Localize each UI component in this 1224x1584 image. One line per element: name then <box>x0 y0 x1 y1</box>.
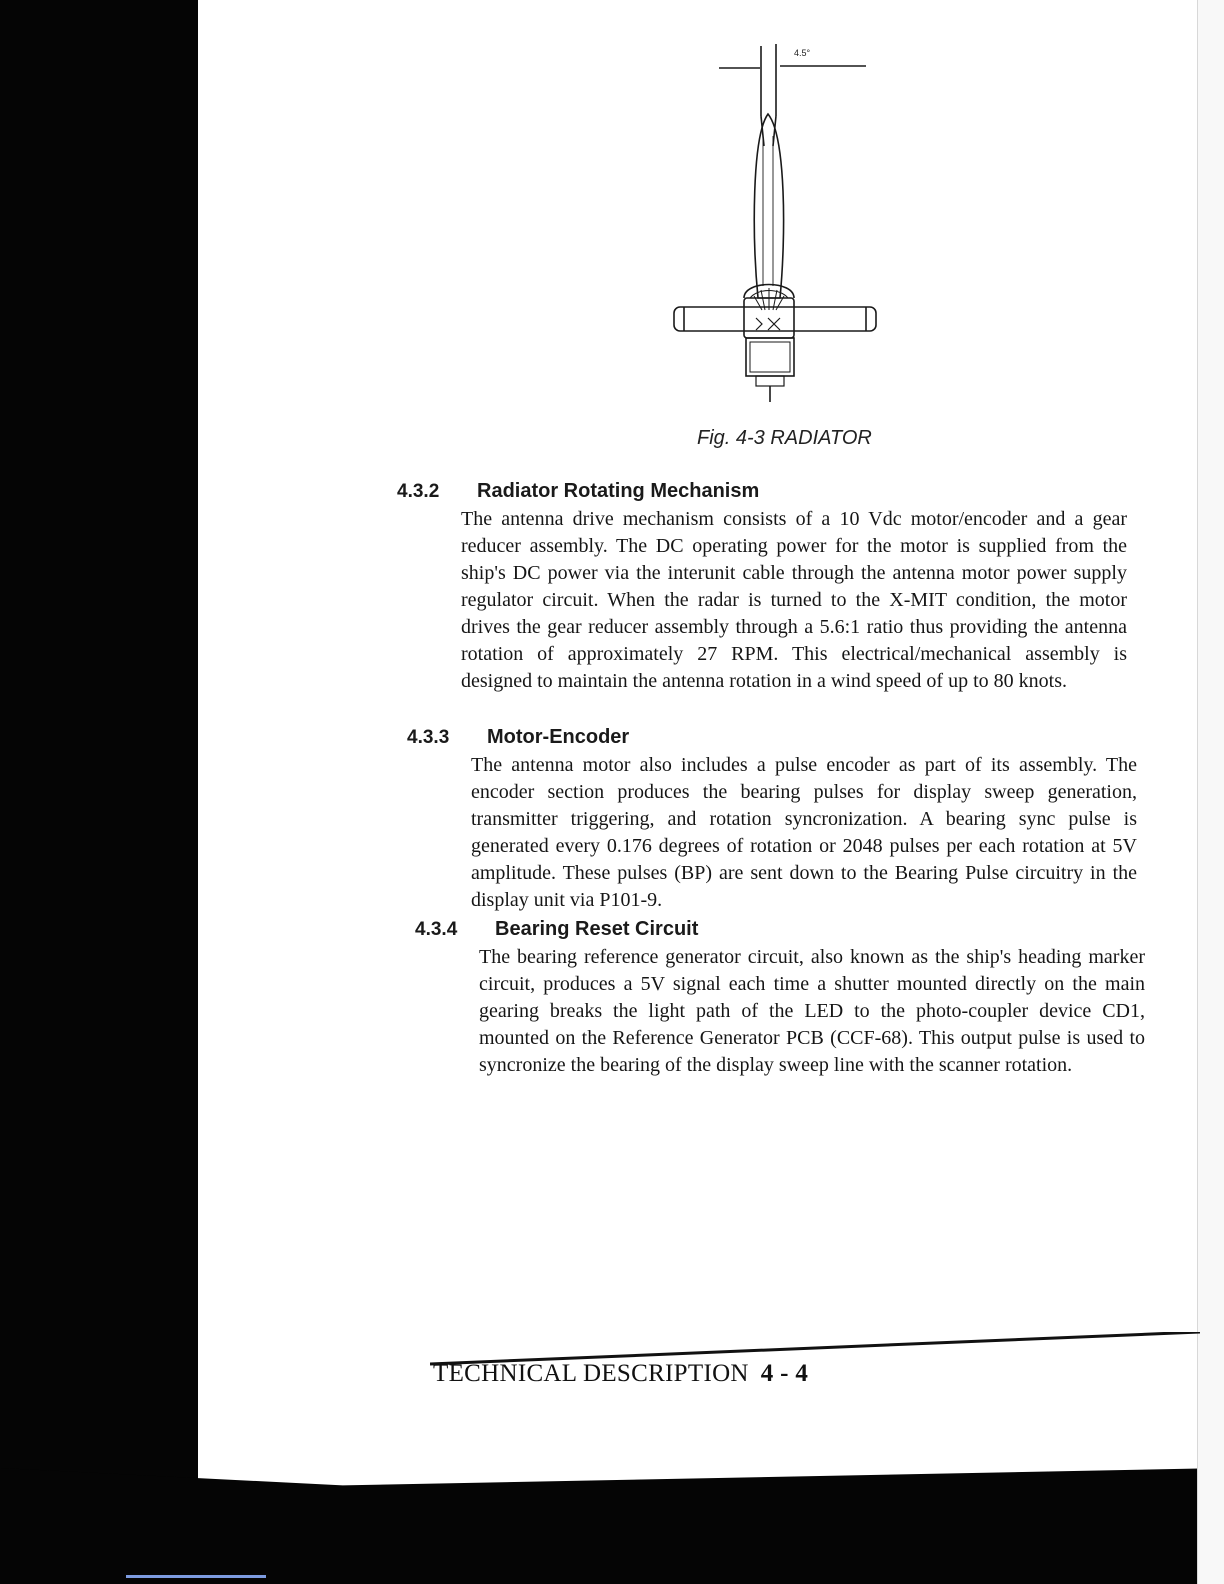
section-title: Radiator Rotating Mechanism <box>477 480 760 502</box>
section-title: Motor-Encoder <box>487 726 630 748</box>
scan-left-shadow <box>0 0 198 1584</box>
section-body: The antenna drive mechanism consists of a 10 Vdc motor/encoder and a gear reducer assembly. The DC operating power for the motor is supplied from the ship's DC power via the interunit cable through the antenna motor power supply regulator circuit. When the radar is turned to the X-MIT condition, the motor drives the gear reducer assembly through a 5.6:1 ratio thus providing the antenna rotation of approximately 27 RPM. This electrical/mechanical assembly is designed to maintain the antenna rotation in a wind speed of up to 80 knots. <box>461 508 1127 692</box>
section-heading <box>415 918 1145 944</box>
scan-bottom-shadow <box>0 1468 1224 1584</box>
section-4-3-2 <box>397 480 1127 695</box>
section-title: Bearing Reset Circuit <box>495 918 699 940</box>
section-number: 4.3.3 <box>407 727 450 748</box>
angle-label: 4.5° <box>794 48 811 58</box>
radiator-figure <box>640 36 910 416</box>
scan-artifact-line <box>126 1575 266 1578</box>
section-number: 4.3.2 <box>397 481 440 502</box>
section-4-3-3 <box>407 726 1137 914</box>
figure-caption: Fig. 4-3 RADIATOR <box>697 427 872 449</box>
section-heading <box>397 480 1127 506</box>
page-number: 4 - 4 <box>760 1360 809 1387</box>
section-body: The bearing reference generator circuit, also known as the ship's heading marker circuit, produces a 5V signal each time a shutter mounted directly on the main gearing breaks the light path of the LED to the photo-coupler device CD1, mounted on the Reference Generator PCB (CCF-68). This output pulse is used to syncronize the bearing of the display sweep line with the scanner rotation. <box>479 946 1145 1076</box>
radiator-drawing <box>640 36 910 416</box>
section-number: 4.3.4 <box>415 919 458 940</box>
footer-title: TECHNICAL DESCRIPTION <box>433 1360 749 1387</box>
section-4-3-4 <box>415 918 1145 1079</box>
section-heading <box>407 726 1137 752</box>
scan-page-bottom <box>198 1412 1224 1472</box>
scan-right-edge <box>1197 0 1224 1584</box>
section-body: The antenna motor also includes a pulse encoder as part of its assembly. The encoder section produces the bearing pulses for display sweep generation, transmitter triggering, and rotation syncronization. A bearing sync pulse is generated every 0.176 degrees of rotation or 2048 pulses per each rotation at 5V amplitude. These pulses (BP) are sent down to the Bearing Pulse circuitry in the display unit via P101-9. <box>471 754 1137 911</box>
page-footer <box>433 1360 808 1388</box>
